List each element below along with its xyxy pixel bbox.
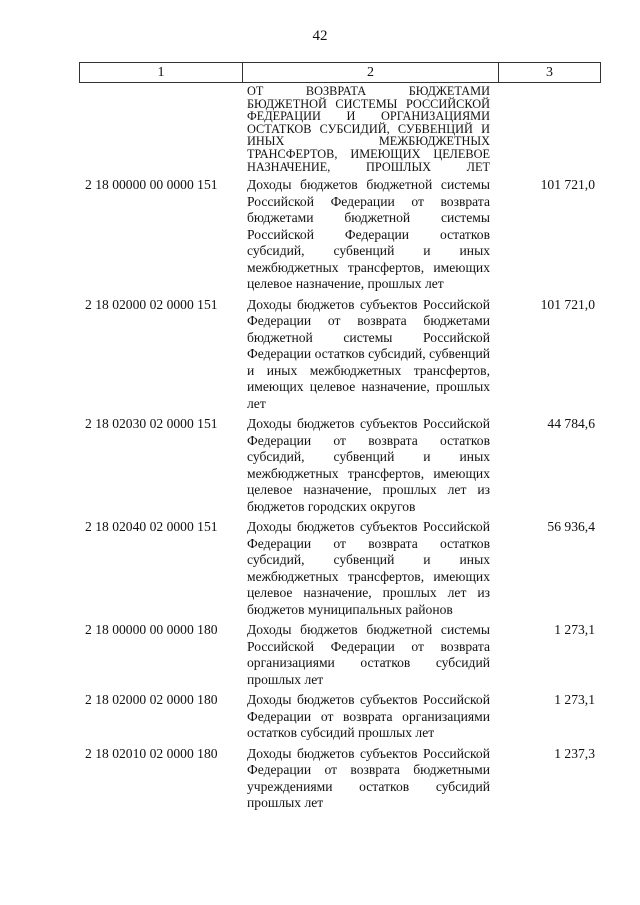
table-row	[79, 297, 601, 413]
row-amount: 56 936,4	[547, 519, 595, 535]
row-amount: 1 273,1	[554, 692, 595, 708]
page-number: 42	[312, 28, 328, 44]
budget-code: 2 18 02040 02 0000 151	[85, 519, 218, 535]
table-header-row	[79, 62, 601, 83]
continued-description: ОТ ВОЗВРАТА БЮДЖЕТАМИ БЮДЖЕТНОЙ СИСТЕМЫ РОССИЙСКОЙ ФЕДЕРАЦИИ И ОРГАНИЗАЦИЯМИ ОСТАТКОВ СУБСИДИЙ, СУБВЕНЦИЙ И ИНЫХ МЕЖБЮДЖЕТНЫХ ТРАНСФЕРТОВ, ИМЕЮЩИХ ЦЕЛЕВОЕ НАЗНАЧЕНИЕ, ПРОШЛЫХ ЛЕТ	[247, 84, 490, 174]
row-description: Доходы бюджетов субъектов Российской Федерации от возврата остатков субсидий, субвенций и иных межбюджетных трансфертов, имеющих целевое назначение, прошлых лет из бюджетов городских округов	[247, 416, 490, 514]
row-description: Доходы бюджетов субъектов Российской Федерации от возврата организациями остатков субсидий прошлых лет	[247, 692, 490, 741]
row-amount: 1 273,1	[554, 622, 595, 638]
budget-code: 2 18 00000 00 0000 180	[85, 622, 218, 638]
budget-code: 2 18 02000 02 0000 180	[85, 692, 218, 708]
row-description: Доходы бюджетов субъектов Российской Федерации от возврата бюджетными учреждениями остатков субсидий прошлых лет	[247, 745, 490, 811]
row-description: Доходы бюджетов субъектов Российской Федерации от возврата бюджетами бюджетной системы Российской Федерации остатков субсидий, субвенций и иных межбюджетных трансфертов, имеющих целевое назначение, прошлых лет	[247, 296, 490, 411]
column-header-3: 3	[546, 64, 553, 80]
column-header-1: 1	[80, 63, 243, 82]
table-body	[79, 85, 601, 812]
table-row	[79, 746, 601, 812]
row-description: Доходы бюджетов субъектов Российской Федерации от возврата остатков субсидий, субвенций и иных межбюджетных трансфертов, имеющих целевое назначение, прошлых лет из бюджетов муниципальных районов	[247, 519, 490, 617]
row-description: Доходы бюджетов бюджетной системы Российской Федерации от возврата бюджетами бюджетной системы Российской Федерации остатков субсидий, субвенций и иных межбюджетных трансфертов, имеющих целевое назначение, прошлых лет	[247, 177, 490, 292]
budget-code: 2 18 00000 00 0000 151	[85, 177, 218, 193]
table-row	[79, 177, 601, 293]
table-row	[79, 622, 601, 688]
table-row	[79, 416, 601, 515]
row-description: Доходы бюджетов бюджетной системы Российской Федерации от возврата организациями остатков субсидий прошлых лет	[247, 622, 490, 687]
row-amount: 101 721,0	[540, 296, 595, 312]
budget-code: 2 18 02010 02 0000 180	[85, 745, 218, 761]
budget-code: 2 18 02030 02 0000 151	[85, 416, 218, 432]
table-row	[79, 692, 601, 742]
row-amount: 44 784,6	[547, 416, 595, 432]
row-amount: 101 721,0	[540, 177, 595, 193]
budget-code: 2 18 02000 02 0000 151	[85, 296, 218, 312]
column-header-2: 2	[243, 63, 499, 82]
row-amount: 1 237,3	[554, 745, 595, 761]
table-row	[79, 519, 601, 618]
